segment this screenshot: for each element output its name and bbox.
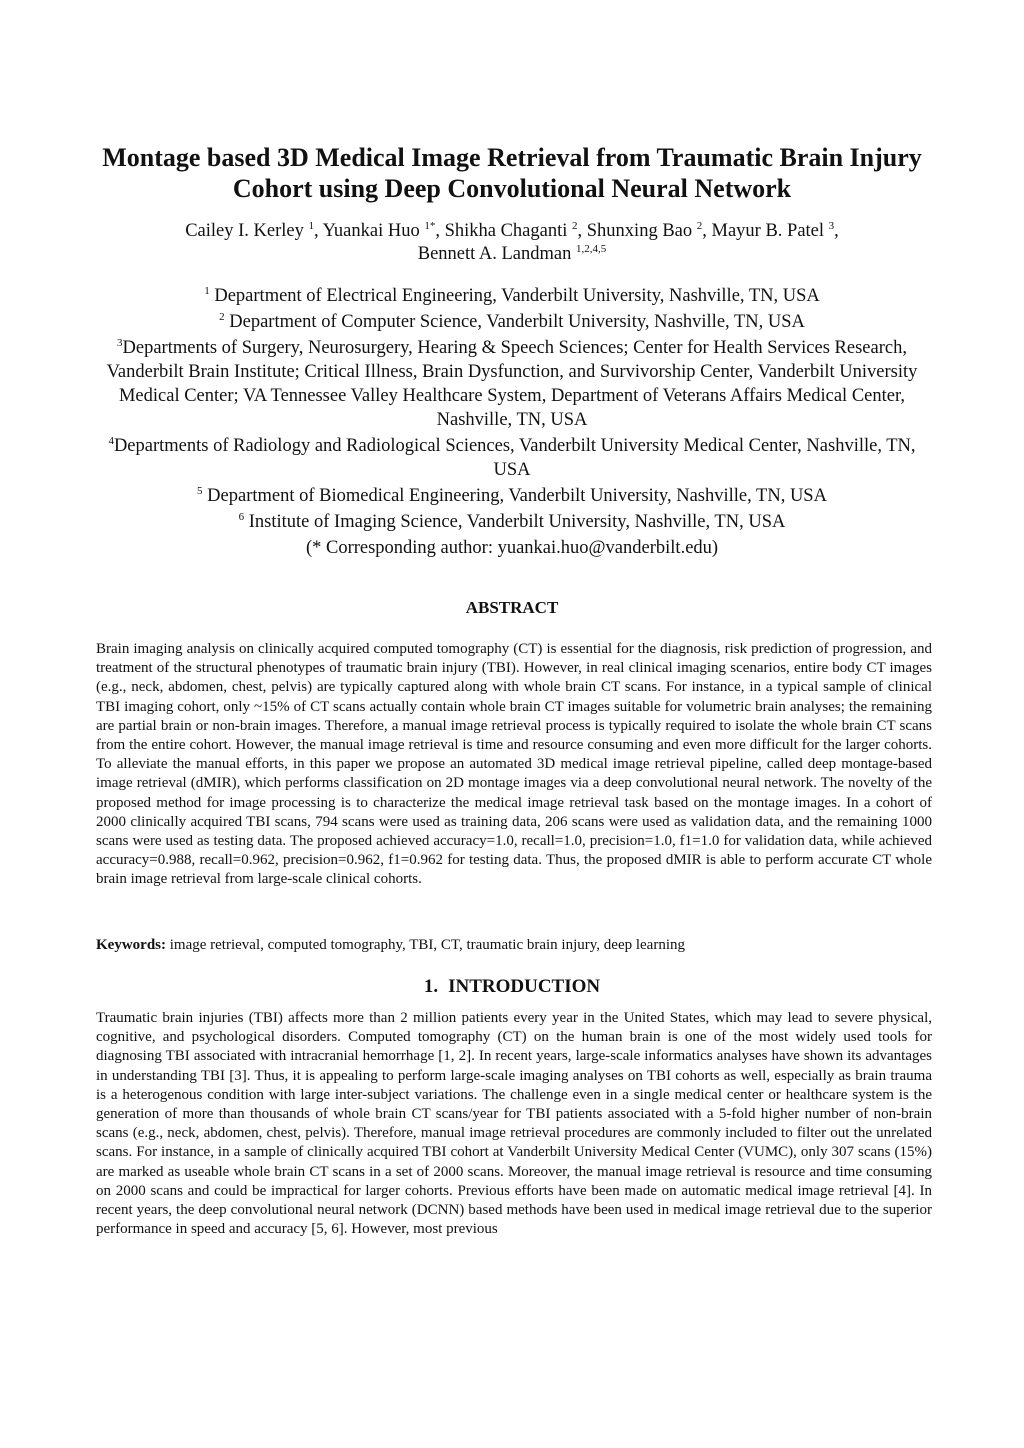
author-name: Bennett A. Landman xyxy=(417,244,572,264)
affiliation xyxy=(90,434,934,482)
corresponding-author: (* Corresponding author: yuankai.huo@vanderbilt.edu) xyxy=(305,538,719,558)
affiliation-sup: 6 xyxy=(238,510,245,523)
section-number: 1. xyxy=(423,976,439,997)
affiliation-sup: 4 xyxy=(108,434,114,447)
author-affil-sup: 3 xyxy=(828,219,835,232)
affiliation-sup: 2 xyxy=(219,310,225,323)
affiliation xyxy=(90,310,934,334)
affiliation-sup: 1 xyxy=(204,284,210,297)
affiliation xyxy=(90,510,934,534)
keywords xyxy=(96,936,932,955)
affiliation-list xyxy=(90,284,934,562)
author-list: Cailey I. Kerley $^1$, Yuankai Huo $^{1*}$, Shikha Chaganti $^2$, Shunxing Bao $^2$, Mayur B. Patel $^3$, Bennett A. Landman $^{1,2,4,5}$ xyxy=(185,219,839,264)
affiliation-sup: 3 xyxy=(117,336,123,349)
abstract-heading: ABSTRACT xyxy=(465,598,559,617)
author-name: Cailey I. Kerley xyxy=(185,221,304,241)
author-affil-sup: 2 xyxy=(572,219,578,232)
affiliation-text: Departments of Surgery, Neurosurgery, Hearing & Speech Sciences; Center for Health Services Research, Vanderbilt Brain Institute; Critical Illness, Brain Dysfunction, and Survivorship Center, Vanderbilt University Medical Center; VA Tennessee Valley Healthcare System, Department of Veterans Affairs Medical Center, Nashville, TN, USA xyxy=(106,338,918,430)
author-name: Yuankai Huo xyxy=(322,221,420,241)
abstract-text: Brain imaging analysis on clinically acquired computed tomography (CT) is essential for the diagnosis, risk prediction of progression, and treatment of the structural phenotypes of traumatic brain injury (TBI). However, in real clinical imaging scenarios, entire body CT images (e.g., neck, abdomen, chest, pelvis) are typically captured along with whole brain CT scans. For instance, in a typical sample of clinical TBI imaging cohort, only ~15% of CT scans actually contain whole brain CT images suitable for volumetric brain analyses; the remaining are partial brain or non-brain images. Therefore, a manual image retrieval process is typically required to isolate the whole brain CT scans from the entire cohort. However, the manual image retrieval is time and resource consuming and even more difficult for the larger cohorts. To alleviate the manual efforts, in this paper we propose an automated 3D medical image retrieval pipeline, called deep montage-based image retrieval (dMIR), which performs classification on 2D montage images via a deep convolutional neural network. The novelty of the proposed method for image processing is to characterize the medical image retrieval task based on the montage images. In a cohort of 2000 clinically acquired TBI scans, 794 scans were used as training data, 206 scans were used as validation data, and the remaining 1000 scans were used as testing data. The proposed achieved accuracy=1.0, recall=1.0, precision=1.0, f1=1.0 for validation data, while achieved accuracy=0.988, recall=0.962, precision=0.962, f1=0.962 for testing data. Thus, the proposed dMIR is able to perform accurate CT whole brain image retrieval from large-scale clinical cohorts. xyxy=(96,641,932,888)
affiliation xyxy=(90,336,934,432)
keywords-label: Keywords: xyxy=(96,937,166,953)
affiliation-text: Department of Computer Science, Vanderbilt University, Nashville, TN, USA xyxy=(229,312,805,332)
author-name: Mayur B. Patel xyxy=(711,221,825,241)
author-affil-sup: 1 xyxy=(308,219,315,232)
section-heading-introduction xyxy=(60,976,964,998)
affiliation-text: Institute of Imaging Science, Vanderbilt University, Nashville, TN, USA xyxy=(248,512,786,532)
affiliation xyxy=(90,484,934,508)
paper-title: Montage based 3D Medical Image Retrieval from Traumatic Brain Injury Cohort using Deep Convolutional Neural Network xyxy=(102,143,922,203)
author-name: Shikha Chaganti xyxy=(444,221,568,241)
section-title: INTRODUCTION xyxy=(448,976,601,997)
author-affil-sup: 1* xyxy=(424,219,436,232)
author-affil-sup: 1,2,4,5 xyxy=(576,242,607,255)
affiliation-sup: 5 xyxy=(197,484,203,497)
author-name: Shunxing Bao xyxy=(586,221,693,241)
keywords-text: image retrieval, computed tomography, TBI, CT, traumatic brain injury, deep learning xyxy=(169,937,686,953)
introduction-text: Traumatic brain injuries (TBI) affects more than 2 million patients every year in the United States, which may lead to severe physical, cognitive, and psychological disorders. Computed tomography (CT) on the human brain is one of the most widely used tools for diagnosing TBI associated with intracranial hemorrhage [1, 2]. In recent years, large-scale informatics analyses have shown its advantages in understanding TBI [3]. Thus, it is appealing to perform large-scale imaging analyses on TBI cohorts as well, especially as brain trauma is a heterogenous condition with large inter-subject variations. The challenge even in a single medical center or healthcare system is the generation of more than thousands of whole brain CT scans/year for TBI patients associated with a 5-fold higher number of non-brain scans (e.g., neck, abdomen, chest, pelvis). Therefore, manual image retrieval procedures are commonly included to filter out the unrelated scans. For instance, in a sample of clinically acquired TBI cohort at Vanderbilt University Medical Center (VUMC), only 307 scans (15%) are marked as useable whole brain CT scans in a set of 2000 scans. Moreover, the manual image retrieval is resource and time consuming on 2000 scans and could be impractical for larger cohorts. Previous efforts have been made on automatic medical image retrieval [4]. In recent years, the deep convolutional neural network (DCNN) based methods have been used in medical image retrieval due to the superior performance in speed and accuracy [5, 6]. However, most previous xyxy=(96,1010,932,1238)
affiliation-text: Departments of Radiology and Radiological Sciences, Vanderbilt University Medical Center, Nashville, TN, USA xyxy=(113,436,916,480)
affiliation-text: Department of Electrical Engineering, Vanderbilt University, Nashville, TN, USA xyxy=(214,286,820,306)
affiliation-text: Department of Biomedical Engineering, Vanderbilt University, Nashville, TN, USA xyxy=(207,486,827,506)
author-affil-sup: 2 xyxy=(696,219,703,232)
affiliation xyxy=(90,284,934,308)
